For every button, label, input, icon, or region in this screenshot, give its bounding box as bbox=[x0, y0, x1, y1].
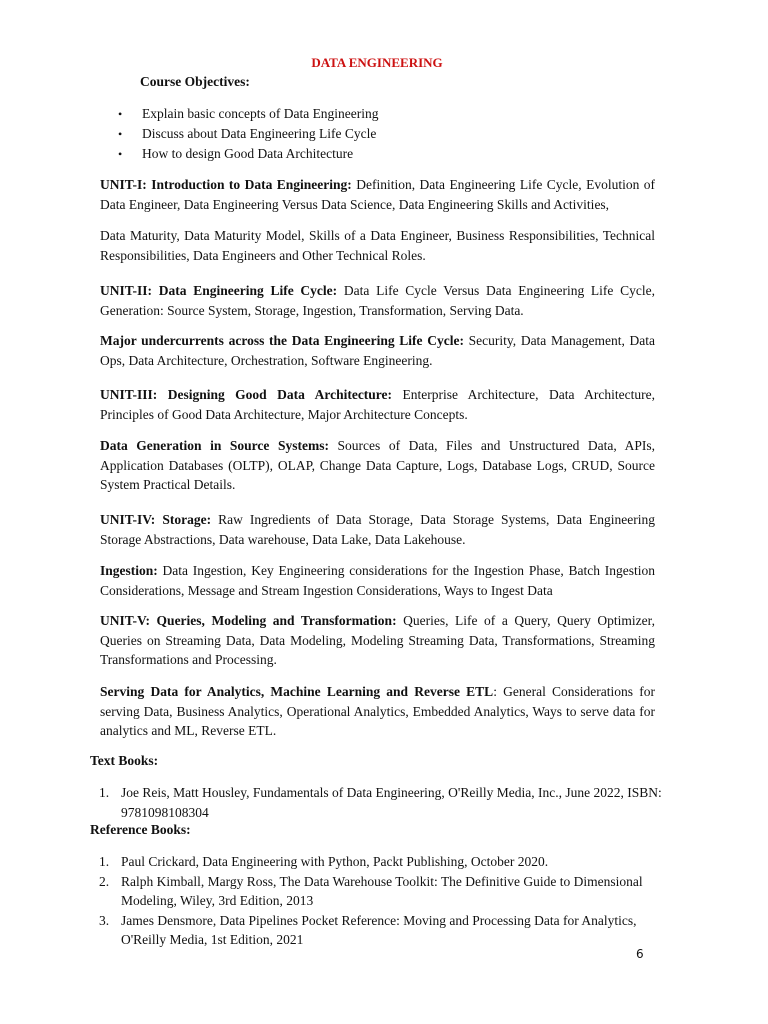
bullet-icon: • bbox=[118, 127, 123, 141]
list-item: 1. Paul Crickard, Data Engineering with Python, Packt Publishing, October 2020. bbox=[99, 854, 549, 869]
unit-1-continued-paragraph: Data Maturity, Data Maturity Model, Skills of a Data Engineer, Business Responsibilities, Technical Responsibilities, Data Engineers and Other Technical Roles. bbox=[100, 228, 655, 263]
text-books-heading: Text Books: bbox=[90, 753, 159, 768]
reference-books-heading: Reference Books: bbox=[90, 822, 191, 837]
list-item: 3. James Densmore, Data Pipelines Pocket Reference: Moving and Processing Data for Analytics, O'Reilly Media, 1st Edition, 2021 bbox=[99, 912, 637, 947]
unit-4-paragraph: UNIT-IV: Storage: Raw Ingredients of Data Storage, Data Storage Systems, Data Engineering Storage Abstractions, Data warehouse, Data Lake, Data Lakehouse. bbox=[100, 512, 655, 547]
list-item: • How to design Good Data Architecture bbox=[118, 144, 379, 164]
unit-1-paragraph: UNIT-I: Introduction to Data Engineering: Definition, Data Engineering Life Cycle, Evolution of Data Engineer, Data Engineering Versus Data Science, Data Engineering Skills and Activities, bbox=[100, 177, 656, 212]
course-objectives-heading: Course Objectives: bbox=[140, 74, 250, 89]
list-item: • Explain basic concepts of Data Engineering bbox=[118, 104, 379, 124]
unit-3-paragraph: UNIT-III: Designing Good Data Architecture: Enterprise Architecture, Data Architecture, Principles of Good Data Architecture, Major Architecture Concepts. bbox=[100, 387, 655, 422]
unit-2-paragraph: UNIT-II: Data Engineering Life Cycle: Data Life Cycle Versus Data Engineering Life Cycle, Generation: Source System, Storage, Ingestion, Transformation, Serving Data. bbox=[100, 283, 655, 318]
list-item: • Discuss about Data Engineering Life Cycle bbox=[118, 124, 379, 144]
bullet-icon: • bbox=[118, 147, 123, 161]
ingestion-paragraph: Ingestion: Data Ingestion, Key Engineering considerations for the Ingestion Phase, Batch Ingestion Considerations, Message and Stream Ingestion Considerations, Ways to Ingest Data bbox=[100, 563, 655, 598]
page-number: 6 bbox=[636, 947, 644, 961]
reference-books-list bbox=[99, 852, 681, 950]
undercurrents-paragraph: Major undercurrents across the Data Engineering Life Cycle: Security, Data Management, Data Ops, Data Architecture, Orchestration, Software Engineering. bbox=[100, 333, 655, 368]
bullet-icon: • bbox=[118, 107, 123, 121]
serving-data-paragraph: Serving Data for Analytics, Machine Learning and Reverse ETL: General Considerations for serving Data, Business Analytics, Operational Analytics, Embedded Analytics, Ways to serve data for analytics and ML, Reverse ETL. bbox=[100, 684, 655, 738]
unit-5-paragraph: UNIT-V: Queries, Modeling and Transformation: Queries, Life of a Query, Query Optimizer, Queries on Streaming Data, Data Modeling, Modeling Streaming Data, Transformations, Streaming Transformations and Processing. bbox=[100, 613, 655, 667]
data-generation-paragraph: Data Generation in Source Systems: Sources of Data, Files and Unstructured Data, APIs, Application Databases (OLTP), OLAP, Change Data Capture, Logs, Database Logs, CRUD, Source System Practical Details. bbox=[100, 438, 655, 492]
page-title: DATA ENGINEERING bbox=[311, 55, 443, 70]
objectives-list bbox=[118, 104, 379, 164]
list-item: 1. Joe Reis, Matt Housley, Fundamentals of Data Engineering, O'Reilly Media, Inc., June 2022, ISBN: 9781098108304 bbox=[99, 785, 662, 820]
list-item: 2. Ralph Kimball, Margy Ross, The Data Warehouse Toolkit: The Definitive Guide to Dimensional Modeling, Wiley, 3rd Edition, 2013 bbox=[99, 873, 643, 908]
text-books-list bbox=[99, 783, 681, 822]
